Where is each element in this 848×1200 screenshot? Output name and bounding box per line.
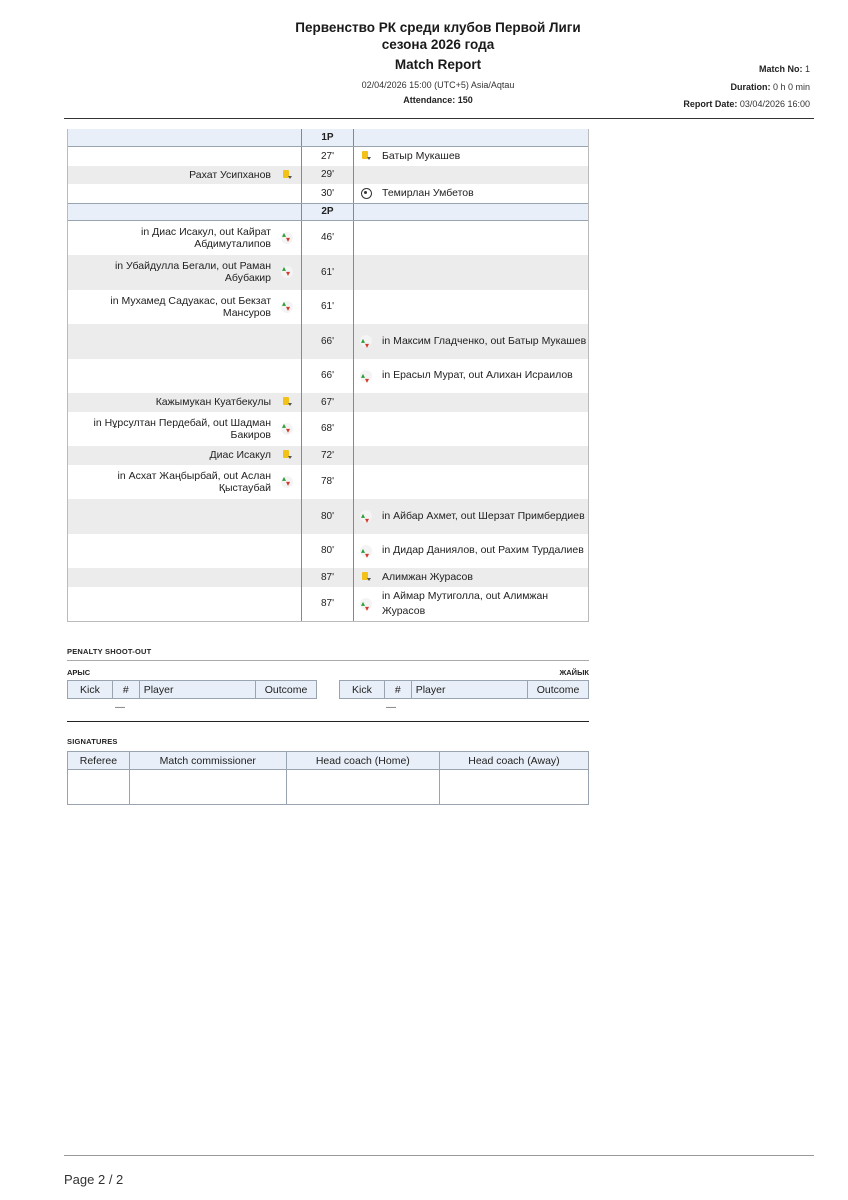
yellow-card-icon	[360, 571, 372, 583]
home-event-text: in Мухамед Садуакас, out Бекзат Мансуров	[110, 294, 271, 319]
penalty-section-label: PENALTY SHOOT-OUT	[67, 647, 152, 656]
substitution-icon	[360, 510, 372, 522]
timeline-event-row	[68, 393, 588, 412]
penalty-divider	[67, 660, 589, 661]
penalty-away-team: ЖАЙЫК	[559, 668, 589, 677]
col-player: Player	[139, 681, 255, 699]
event-minute: 46'	[301, 221, 354, 256]
home-event-text: in Нұрсултан Пердебай, out Шадман Бакиров	[93, 416, 271, 441]
penalty-away-empty: —	[386, 702, 396, 713]
timeline-event-row	[68, 147, 588, 166]
event-minute: 61'	[301, 255, 354, 290]
away-event-text: in Аймар Мутиголла, out Алимжан Журасов	[382, 589, 549, 617]
goal-ball-icon	[360, 187, 372, 199]
match-number: Match No: 1	[758, 64, 810, 74]
substitution-icon	[281, 232, 293, 244]
penalty-home-table	[67, 680, 317, 699]
signatures-section-label: SIGNATURES	[67, 737, 118, 746]
event-minute: 61'	[301, 290, 354, 325]
event-minute: 66'	[301, 359, 354, 394]
event-minute: 80'	[301, 499, 354, 534]
home-event-text: in Асхат Жаңбырбай, out Аслан Қыстаубай	[117, 469, 271, 494]
timeline-event-row	[68, 184, 588, 203]
home-event-text: Диас Исакул	[209, 449, 271, 462]
match-duration: Duration: 0 h 0 min	[730, 82, 810, 92]
event-minute: 30'	[301, 184, 354, 203]
timeline-event-row	[68, 587, 588, 622]
timeline-event-row	[68, 221, 588, 256]
sig-col-away-coach: Head coach (Away)	[439, 752, 588, 770]
event-minute: 27'	[301, 147, 354, 166]
sig-box-referee[interactable]	[68, 770, 130, 805]
substitution-icon	[360, 370, 372, 382]
timeline-event-row	[68, 324, 588, 359]
penalty-home-empty: —	[115, 702, 125, 713]
away-event-text: in Айбар Ахмет, out Шерзат Примбердиев	[382, 509, 585, 522]
home-event-text: in Диас Исакул, out Кайрат Абдимуталипов	[141, 225, 271, 250]
competition-title: Первенство РК среди клубов Первой Лиги	[295, 20, 581, 35]
attendance: Attendance: 150	[403, 95, 473, 105]
penalty-home-team: АРЫС	[67, 668, 91, 677]
col-player: Player	[411, 681, 527, 699]
away-event-text: in Максим Гладченко, out Батыр Мукашев	[382, 334, 587, 347]
penalty-away-table	[339, 680, 589, 699]
period-header	[68, 129, 588, 147]
substitution-icon	[281, 423, 293, 435]
substitution-icon	[281, 476, 293, 488]
substitution-icon	[360, 335, 372, 347]
home-event-text: in Убайдулла Бегали, out Раман Абубакир	[114, 260, 271, 285]
timeline-event-row	[68, 499, 588, 534]
timeline-event-row	[68, 166, 588, 185]
col-kick: Kick	[340, 681, 385, 699]
substitution-icon	[281, 301, 293, 313]
yellow-card-icon	[281, 396, 293, 408]
match-timeline	[67, 129, 589, 622]
col-kick: Kick	[68, 681, 113, 699]
home-event-text: Рахат Усипханов	[189, 168, 271, 181]
report-date: Report Date: 03/04/2026 16:00	[683, 99, 810, 109]
substitution-icon	[360, 545, 372, 557]
col-outcome: Outcome	[528, 681, 589, 699]
timeline-event-row	[68, 290, 588, 325]
home-event-text: Кажымукан Куатбекулы	[155, 396, 271, 409]
substitution-icon	[281, 266, 293, 278]
timeline-event-row	[68, 359, 588, 394]
timeline-event-row	[68, 412, 588, 447]
away-event-text: in Ерасыл Мурат, out Алихан Исраилов	[382, 369, 573, 382]
timeline-event-row	[68, 255, 588, 290]
match-datetime: 02/04/2026 15:00 (UTC+5) Asia/Aqtau	[361, 80, 515, 90]
sig-box-home-coach[interactable]	[286, 770, 439, 805]
away-event-text: Батыр Мукашев	[382, 149, 461, 162]
timeline-event-row	[68, 534, 588, 569]
event-minute: 66'	[301, 324, 354, 359]
col-outcome: Outcome	[256, 681, 317, 699]
col-number: #	[112, 681, 139, 699]
sig-box-commissioner[interactable]	[129, 770, 286, 805]
header-divider	[64, 118, 814, 119]
timeline-event-row	[68, 568, 588, 587]
season-title: сезона 2026 года	[381, 37, 495, 52]
footer-divider	[64, 1155, 814, 1156]
substitution-icon	[360, 598, 372, 610]
signatures-table	[67, 751, 589, 805]
page-number: Page 2 / 2	[64, 1172, 124, 1187]
report-header	[0, 0, 848, 120]
away-event-text: Темирлан Умбетов	[382, 186, 474, 199]
yellow-card-icon	[281, 449, 293, 461]
yellow-card-icon	[281, 169, 293, 181]
period-header	[68, 203, 588, 221]
away-event-text: in Дидар Даниялов, out Рахим Турдалиев	[382, 544, 584, 557]
sig-col-home-coach: Head coach (Home)	[286, 752, 439, 770]
event-minute: 67'	[301, 393, 354, 412]
event-minute: 87'	[301, 587, 354, 622]
event-minute: 78'	[301, 465, 354, 500]
period-label: 2P	[301, 204, 354, 220]
col-number: #	[384, 681, 411, 699]
yellow-card-icon	[360, 150, 372, 162]
timeline-event-row	[68, 446, 588, 465]
timeline-event-row	[68, 465, 588, 500]
event-minute: 87'	[301, 568, 354, 587]
event-minute: 80'	[301, 534, 354, 569]
event-minute: 72'	[301, 446, 354, 465]
event-minute: 29'	[301, 166, 354, 185]
report-title: Match Report	[394, 57, 482, 72]
sig-col-referee: Referee	[68, 752, 130, 770]
period-label: 1P	[301, 129, 354, 146]
section-divider	[67, 721, 589, 722]
sig-box-away-coach[interactable]	[439, 770, 588, 805]
event-minute: 68'	[301, 412, 354, 447]
away-event-text: Алимжан Журасов	[382, 570, 473, 583]
sig-col-commissioner: Match commissioner	[129, 752, 286, 770]
